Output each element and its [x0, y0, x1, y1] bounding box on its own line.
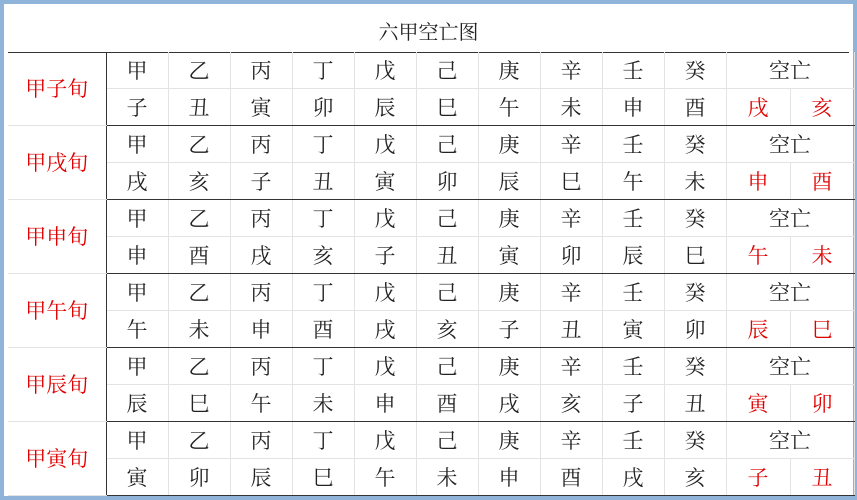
- branch-cell: 酉: [540, 458, 602, 495]
- branch-cell: 亥: [540, 384, 602, 421]
- branch-cell: 辰: [602, 236, 664, 273]
- branch-cell: 卯: [292, 88, 354, 125]
- branch-cell: 卯: [540, 236, 602, 273]
- branch-cell: 子: [602, 384, 664, 421]
- stem-row: [8, 125, 854, 162]
- void-branch-cell: 辰: [726, 310, 790, 347]
- stem-cell: 丁: [292, 125, 354, 162]
- void-branch-cell: 巳: [790, 310, 854, 347]
- stem-cell: 丁: [292, 199, 354, 236]
- stem-cell: 壬: [602, 125, 664, 162]
- branch-cell: 申: [106, 236, 168, 273]
- branch-cell: 未: [168, 310, 230, 347]
- stem-cell: 壬: [602, 52, 664, 88]
- stem-cell: 庚: [478, 199, 540, 236]
- stem-cell: 己: [416, 273, 478, 310]
- stem-cell: 癸: [664, 421, 726, 458]
- stem-cell: 壬: [602, 347, 664, 384]
- stem-cell: 辛: [540, 52, 602, 88]
- branch-cell: 申: [602, 88, 664, 125]
- stem-cell: 丙: [230, 52, 292, 88]
- stem-cell: 丙: [230, 125, 292, 162]
- stem-cell: 丁: [292, 52, 354, 88]
- void-branch-cell: 卯: [790, 384, 854, 421]
- branch-cell: 午: [106, 310, 168, 347]
- stem-cell: 乙: [168, 421, 230, 458]
- branch-cell: 申: [354, 384, 416, 421]
- xun-name: 甲子旬: [8, 52, 106, 125]
- void-label: 空亡: [726, 52, 854, 88]
- branch-cell: 午: [354, 458, 416, 495]
- stem-cell: 癸: [664, 125, 726, 162]
- branch-cell: 丑: [416, 236, 478, 273]
- branch-cell: 卯: [664, 310, 726, 347]
- stem-cell: 丙: [230, 273, 292, 310]
- branch-cell: 寅: [478, 236, 540, 273]
- void-branch-cell: 申: [726, 162, 790, 199]
- stem-cell: 甲: [106, 347, 168, 384]
- stem-row: [8, 421, 854, 458]
- stem-cell: 丁: [292, 421, 354, 458]
- branch-cell: 申: [478, 458, 540, 495]
- branch-cell: 寅: [354, 162, 416, 199]
- branch-cell: 亥: [664, 458, 726, 495]
- branch-cell: 丑: [168, 88, 230, 125]
- branch-cell: 巳: [416, 88, 478, 125]
- branch-cell: 戌: [602, 458, 664, 495]
- xun-name: 甲辰旬: [8, 347, 106, 421]
- xun-name: 甲寅旬: [8, 421, 106, 495]
- stem-cell: 丙: [230, 199, 292, 236]
- stem-cell: 戊: [354, 273, 416, 310]
- branch-cell: 巳: [292, 458, 354, 495]
- branch-cell: 子: [230, 162, 292, 199]
- void-branch-cell: 子: [726, 458, 790, 495]
- stem-cell: 甲: [106, 52, 168, 88]
- void-branch-cell: 未: [790, 236, 854, 273]
- void-label: 空亡: [726, 199, 854, 236]
- void-branch-cell: 酉: [790, 162, 854, 199]
- stem-cell: 辛: [540, 421, 602, 458]
- branch-cell: 午: [478, 88, 540, 125]
- stem-row: [8, 347, 854, 384]
- stem-cell: 壬: [602, 273, 664, 310]
- branch-cell: 戌: [106, 162, 168, 199]
- stem-cell: 癸: [664, 52, 726, 88]
- stem-cell: 癸: [664, 199, 726, 236]
- branch-cell: 丑: [664, 384, 726, 421]
- xun-name: 甲午旬: [8, 273, 106, 347]
- stem-cell: 戊: [354, 421, 416, 458]
- branch-cell: 丑: [540, 310, 602, 347]
- branch-cell: 亥: [416, 310, 478, 347]
- branch-cell: 巳: [168, 384, 230, 421]
- branch-cell: 卯: [416, 162, 478, 199]
- branch-cell: 辰: [354, 88, 416, 125]
- stem-cell: 己: [416, 199, 478, 236]
- stem-cell: 己: [416, 421, 478, 458]
- stem-cell: 乙: [168, 199, 230, 236]
- void-branch-cell: 寅: [726, 384, 790, 421]
- void-label: 空亡: [726, 421, 854, 458]
- branch-cell: 亥: [168, 162, 230, 199]
- stem-cell: 辛: [540, 125, 602, 162]
- stem-cell: 壬: [602, 421, 664, 458]
- branch-cell: 戌: [478, 384, 540, 421]
- branch-cell: 子: [106, 88, 168, 125]
- void-branch-cell: 午: [726, 236, 790, 273]
- stem-cell: 丁: [292, 347, 354, 384]
- branch-row: [8, 458, 854, 495]
- xun-name: 甲申旬: [8, 199, 106, 273]
- void-branch-cell: 丑: [790, 458, 854, 495]
- stem-cell: 甲: [106, 199, 168, 236]
- void-label: 空亡: [726, 125, 854, 162]
- stem-cell: 乙: [168, 273, 230, 310]
- stem-row: [8, 199, 854, 236]
- stem-cell: 己: [416, 125, 478, 162]
- stem-cell: 庚: [478, 125, 540, 162]
- stem-cell: 庚: [478, 273, 540, 310]
- stem-cell: 庚: [478, 52, 540, 88]
- branch-cell: 未: [416, 458, 478, 495]
- branch-cell: 寅: [602, 310, 664, 347]
- stem-row: [8, 273, 854, 310]
- stem-cell: 甲: [106, 421, 168, 458]
- branch-cell: 寅: [230, 88, 292, 125]
- branch-cell: 子: [354, 236, 416, 273]
- page-title: 六甲空亡图: [8, 8, 849, 53]
- branch-cell: 午: [602, 162, 664, 199]
- stem-cell: 戊: [354, 199, 416, 236]
- table-container: [8, 8, 849, 492]
- branch-cell: 戌: [230, 236, 292, 273]
- branch-cell: 巳: [540, 162, 602, 199]
- stem-cell: 甲: [106, 125, 168, 162]
- branch-cell: 戌: [354, 310, 416, 347]
- void-branch-cell: 亥: [790, 88, 854, 125]
- stem-cell: 戊: [354, 52, 416, 88]
- stem-cell: 己: [416, 347, 478, 384]
- stem-cell: 甲: [106, 273, 168, 310]
- void-label: 空亡: [726, 347, 854, 384]
- stem-cell: 己: [416, 52, 478, 88]
- void-label: 空亡: [726, 273, 854, 310]
- branch-cell: 申: [230, 310, 292, 347]
- branch-cell: 酉: [416, 384, 478, 421]
- stem-cell: 戊: [354, 347, 416, 384]
- branch-cell: 亥: [292, 236, 354, 273]
- stem-cell: 壬: [602, 199, 664, 236]
- stem-cell: 辛: [540, 273, 602, 310]
- stem-cell: 乙: [168, 347, 230, 384]
- branch-row: [8, 384, 854, 421]
- branch-row: [8, 310, 854, 347]
- branch-row: [8, 88, 854, 125]
- stem-cell: 辛: [540, 347, 602, 384]
- branch-cell: 酉: [664, 88, 726, 125]
- branch-cell: 巳: [664, 236, 726, 273]
- stem-cell: 乙: [168, 52, 230, 88]
- stem-row: [8, 52, 854, 88]
- branch-cell: 未: [540, 88, 602, 125]
- branch-cell: 寅: [106, 458, 168, 495]
- void-table: [8, 52, 855, 496]
- stem-cell: 辛: [540, 199, 602, 236]
- branch-cell: 辰: [106, 384, 168, 421]
- branch-row: [8, 162, 854, 199]
- branch-cell: 酉: [292, 310, 354, 347]
- branch-cell: 未: [292, 384, 354, 421]
- stem-cell: 癸: [664, 347, 726, 384]
- stem-cell: 丁: [292, 273, 354, 310]
- void-branch-cell: 戌: [726, 88, 790, 125]
- stem-cell: 乙: [168, 125, 230, 162]
- xun-name: 甲戌旬: [8, 125, 106, 199]
- branch-cell: 酉: [168, 236, 230, 273]
- stem-cell: 丙: [230, 421, 292, 458]
- stem-cell: 癸: [664, 273, 726, 310]
- stem-cell: 丙: [230, 347, 292, 384]
- branch-cell: 午: [230, 384, 292, 421]
- branch-cell: 子: [478, 310, 540, 347]
- stem-cell: 庚: [478, 421, 540, 458]
- stem-cell: 戊: [354, 125, 416, 162]
- branch-cell: 辰: [478, 162, 540, 199]
- branch-cell: 丑: [292, 162, 354, 199]
- branch-row: [8, 236, 854, 273]
- branch-cell: 未: [664, 162, 726, 199]
- stem-cell: 庚: [478, 347, 540, 384]
- branch-cell: 卯: [168, 458, 230, 495]
- branch-cell: 辰: [230, 458, 292, 495]
